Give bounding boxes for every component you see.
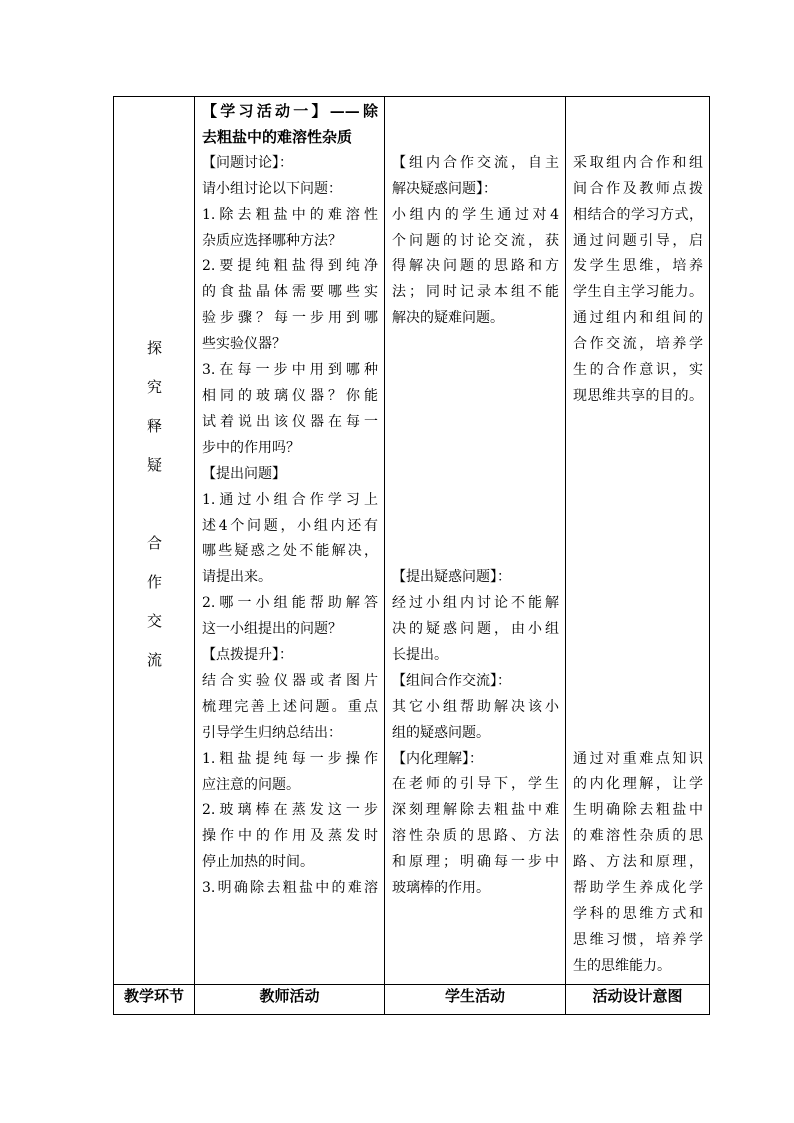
text-line: 停止加热的时间。 (202, 854, 314, 871)
text-line: 生的思维能力。 (573, 957, 671, 974)
text-line: 组的疑惑问题。 (392, 724, 490, 741)
stage-title (114, 339, 195, 690)
text-line: 在老师的引导下，学生 (392, 776, 559, 793)
text-line: 去粗盐中的难溶性杂质 (202, 127, 353, 146)
text-line: 应注意的问题。 (202, 776, 300, 793)
text-line: 现思维共享的目的。 (573, 387, 703, 404)
text-line: 得解决问题的思路和方 (392, 258, 559, 275)
text-line: 生的合作意识，实 (573, 362, 703, 379)
text-line: 【组内合作交流，自主 (392, 154, 559, 171)
text-line: 引导学生归纳总结出： (202, 724, 342, 741)
stage-char: 流 (146, 651, 162, 669)
label-student-activity: 学生活动 (385, 985, 566, 1015)
text-line: 合作交流，培养学 (573, 336, 703, 353)
stage-char: 作 (146, 573, 162, 591)
text-line: 采取组内合作和组 (573, 154, 703, 171)
text-line: 经过小组内讨论不能解 (392, 595, 559, 612)
stage-char: 释 (146, 417, 162, 435)
stage-char (114, 495, 195, 534)
text-line: 【内化理解】： (392, 750, 483, 767)
text-line: 学生自主学习能力。 (573, 284, 703, 301)
text-line: 2.要提纯粗盐得到纯净 (202, 258, 378, 275)
text-line: 【提出问题】 (202, 465, 286, 482)
text-line: 3.明确除去粗盐中的难溶 (202, 880, 378, 897)
text-line: 【问题讨论】： (202, 154, 293, 171)
text-line: 【提出疑惑问题】： (392, 569, 511, 586)
text-line (573, 99, 703, 151)
content-row (114, 97, 710, 985)
text-line: 梳理完善上述问题。重点 (202, 698, 378, 715)
text-line: 长提出。 (392, 646, 448, 663)
text-line: 相同的玻璃仪器？你能 (202, 387, 378, 404)
text-line: 试着说出该仪器在每一 (202, 413, 378, 430)
text-line: 溶性杂质的思路、方法 (392, 828, 559, 845)
text-line: 小组内的学生通过对4 (392, 206, 559, 223)
text-line: 玻璃棒的作用。 (392, 880, 490, 897)
label-design-intent: 活动设计意图 (566, 985, 710, 1015)
text-line (392, 99, 559, 151)
design-intent-cell (566, 97, 710, 985)
text-line: 通过组内和组间的 (573, 310, 703, 327)
text-line: 3.在每一步中用到哪种 (202, 362, 378, 379)
text-line: 的内化理解，让学 (573, 776, 703, 793)
text-line: 哪些疑惑之处不能解决， (202, 543, 378, 560)
text-line: 其它小组帮助解决该小 (392, 698, 559, 715)
lesson-plan-table (113, 96, 710, 1015)
text-line: 路、方法和原理， (573, 854, 703, 871)
text-line: 操作中的作用及蒸发时 (202, 828, 378, 845)
text-line: 相结合的学习方式， (573, 206, 703, 223)
text-line: 【学习活动一】——除 (202, 102, 378, 120)
text-line: 些实验仪器？ (202, 336, 286, 353)
text-line: 和原理；明确每一步中 (392, 854, 559, 871)
student-activity-text (385, 97, 565, 902)
text-line: 学科的思维方式和 (573, 905, 703, 922)
stage-char: 交 (146, 612, 162, 630)
text-line: 个问题的讨论交流，获 (392, 232, 559, 249)
text-line: 法；同时记录本组不能 (392, 284, 559, 301)
text-line: 解决疑惑问题】： (392, 180, 497, 197)
text-line (392, 332, 559, 565)
text-line: 杂质应选择哪种方法？ (202, 232, 342, 249)
text-line: 1.粗盐提纯每一步操作 (202, 750, 378, 767)
teacher-activity-text (195, 97, 384, 902)
text-line: 间合作及教师点拨 (573, 180, 703, 197)
text-line: 1.除去粗盐中的难溶性 (202, 206, 378, 223)
design-intent-text (566, 97, 709, 980)
text-line: 帮助学生养成化学 (573, 880, 703, 897)
text-line: 【组间合作交流】： (392, 672, 511, 689)
text-line: 述4个问题，小组内还有 (202, 517, 378, 534)
stage-char: 合 (146, 534, 162, 552)
stage-char: 探 (146, 339, 162, 357)
text-line: 结合实验仪器或者图片 (202, 672, 378, 689)
text-line: 2.哪一小组能帮助解答 (202, 595, 378, 612)
text-line: 发学生思维，培养 (573, 258, 703, 275)
text-line: 解决的疑难问题。 (392, 310, 504, 327)
text-line: 步中的作用吗？ (202, 439, 300, 456)
text-line: 的食盐晶体需要哪些实 (202, 284, 378, 301)
text-line: 决的疑惑问题，由小组 (392, 621, 559, 638)
text-line: 2.玻璃棒在蒸发这一步 (202, 802, 378, 819)
text-line: 请小组讨论以下问题： (202, 180, 342, 197)
label-stage: 教学环节 (114, 985, 195, 1015)
text-line: 1.通过小组合作学习上 (202, 491, 378, 508)
text-line: 这一小组提出的问题？ (202, 621, 342, 638)
student-activity-cell (385, 97, 566, 985)
stage-char: 究 (146, 378, 162, 396)
text-line: 通过问题引导，启 (573, 232, 703, 249)
text-line: 验步骤？每一步用到哪 (202, 310, 378, 327)
teacher-activity-cell (195, 97, 385, 985)
text-line: 生明确除去粗盐中 (573, 802, 703, 819)
text-line (573, 410, 703, 747)
text-line: 思维习惯，培养学 (573, 931, 703, 948)
stage-char: 疑 (146, 456, 162, 474)
text-line: 请提出来。 (202, 569, 272, 586)
text-line: 通过对重难点知识 (573, 750, 703, 767)
text-line: 【点拨提升】： (202, 647, 293, 664)
header-label-row (114, 985, 710, 1015)
stage-cell (114, 97, 195, 985)
text-line: 深刻理解除去粗盐中难 (392, 802, 559, 819)
text-line: 的难溶性杂质的思 (573, 828, 703, 845)
label-teacher-activity: 教师活动 (195, 985, 385, 1015)
